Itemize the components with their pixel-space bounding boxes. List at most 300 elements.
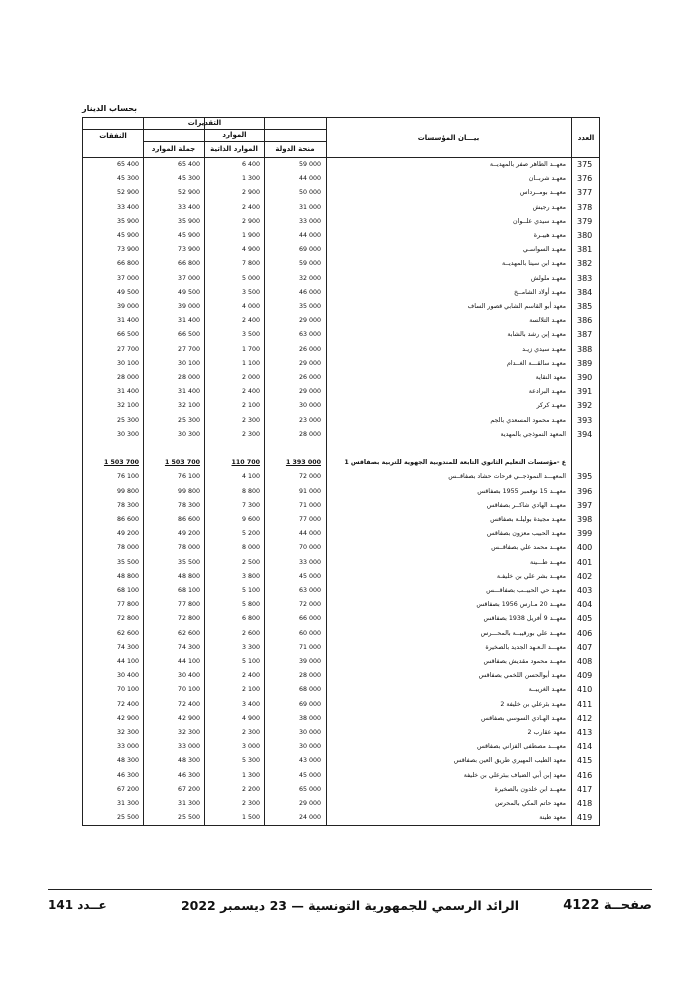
table-row (83, 328, 599, 342)
header-line (143, 141, 326, 142)
cell-own: 4 000 (241, 303, 260, 310)
cell-own: 3 500 (241, 331, 260, 339)
footer-rule (48, 889, 652, 890)
cell-exp: 48 800 (116, 572, 139, 580)
cell-own: 3 800 (241, 572, 260, 580)
cell-grant: 28 000 (298, 672, 321, 680)
cell-own: 2 500 (241, 558, 260, 566)
cell-n: 414 (577, 742, 593, 752)
cell-total: 70 100 (177, 686, 200, 694)
table-row (83, 598, 599, 612)
cell-name: معهـد الهـادي السوسي بصفاقس (481, 714, 566, 722)
cell-own: 2 400 (241, 672, 260, 680)
cell-name: معهـد كركر (536, 402, 566, 410)
cell-exp: 99 800 (116, 487, 139, 495)
cell-n: 415 (577, 756, 593, 766)
cell-exp: 72 400 (116, 700, 139, 708)
cell-exp: 25 300 (116, 416, 139, 424)
cell-own: 1 300 (241, 771, 260, 779)
table-row (83, 783, 599, 797)
cell-n: 402 (577, 571, 593, 581)
cell-grant: 31 000 (298, 203, 321, 211)
header-resources: الموارد (222, 131, 247, 139)
cell-own: 5 100 (241, 587, 260, 594)
journal-title: الرائد الرسمي للجمهورية التونسية — 23 ديسمبر 2022 (180, 898, 520, 913)
table-row (83, 186, 599, 200)
cell-name: معهـد رجيش (532, 203, 566, 211)
cell-own: 1 500 (241, 814, 260, 822)
cell-grant: 71 000 (298, 643, 321, 651)
cell-grant: 77 000 (298, 516, 321, 523)
cell-own: 2 300 (241, 416, 260, 424)
cell-grant: 1 393 000 (285, 459, 321, 467)
cell-exp: 35 900 (116, 217, 139, 225)
cell-total: 33 000 (177, 743, 200, 751)
issue-number: عــدد 141 (48, 898, 107, 912)
cell-total: 65 400 (177, 161, 200, 168)
cell-grant: 30 000 (298, 402, 321, 410)
cell-name: معهد الطيب المهيري طريق العين بصفاقس (453, 757, 566, 765)
cell-grant: 43 000 (298, 757, 321, 765)
table-row (83, 541, 599, 555)
cell-grant: 72 000 (298, 601, 321, 609)
cell-total: 67 200 (177, 785, 200, 793)
cell-grant: 35 000 (298, 303, 321, 310)
cell-total: 35 900 (177, 217, 200, 225)
cell-name: معهـد البرادعة (528, 388, 566, 396)
table-row (83, 513, 599, 527)
cell-total: 32 100 (177, 402, 200, 410)
cell-exp: 42 900 (116, 714, 139, 722)
cell-n: 383 (577, 273, 593, 283)
unit-label: بحساب الدينار (82, 104, 137, 113)
cell-n: 385 (577, 302, 593, 311)
cell-own: 1 300 (241, 175, 260, 183)
cell-n: 387 (577, 330, 593, 340)
cell-total: 74 300 (177, 643, 200, 651)
cell-total: 49 200 (177, 530, 200, 538)
cell-exp: 66 500 (116, 331, 139, 339)
table-row (83, 428, 599, 442)
cell-exp: 30 300 (116, 430, 139, 438)
cell-grant: 44 000 (298, 175, 321, 183)
cell-n: 397 (577, 500, 593, 510)
cell-grant: 66 000 (298, 615, 321, 623)
cell-grant: 60 000 (298, 629, 321, 637)
cell-name: معهــد محمود مقديش بصفاقس (483, 658, 566, 665)
cell-exp: 1 503 700 (103, 459, 139, 467)
cell-own: 3 500 (241, 288, 260, 296)
cell-name: معهــد بشر علي بن خليفـة (496, 572, 566, 580)
cell-grant: 69 000 (298, 700, 321, 708)
table-row (83, 669, 599, 683)
cell-grant: 45 000 (298, 572, 321, 580)
table-row (83, 712, 599, 726)
cell-grant: 29 000 (298, 388, 321, 396)
cell-n: 406 (577, 628, 593, 638)
cell-name: معهد النقاية (535, 374, 566, 381)
cell-own: 1 900 (241, 232, 260, 239)
cell-exp: 78 300 (116, 501, 139, 509)
cell-exp: 76 100 (116, 473, 139, 481)
cell-total: 39 000 (177, 303, 200, 310)
cell-exp: 27 700 (116, 345, 139, 353)
cell-total: 76 100 (177, 473, 200, 481)
cell-own: 2 300 (241, 430, 260, 438)
cell-own: 4 900 (241, 714, 260, 722)
table-row (83, 314, 599, 328)
cell-exp: 37 000 (116, 274, 139, 282)
table-row (83, 683, 599, 697)
table-row (83, 300, 599, 314)
cell-name: معهـد أولاد الشامــخ (514, 288, 566, 296)
cell-own: 7 800 (241, 260, 260, 268)
cell-n: 375 (577, 160, 593, 169)
cell-n: 412 (577, 713, 593, 723)
cell-n: 388 (577, 344, 593, 354)
table-row (83, 257, 599, 271)
cell-exp: 33 000 (116, 743, 139, 751)
header-total-resources: جملة الموارد (151, 145, 196, 153)
cell-exp: 74 300 (116, 643, 139, 651)
cell-exp: 31 400 (116, 317, 139, 325)
cell-total: 31 400 (177, 388, 200, 396)
cell-name: معهــد بومــرداس (519, 189, 566, 197)
cell-own: 1 100 (241, 359, 260, 367)
cell-grant: 23 000 (298, 416, 321, 424)
cell-exp: 46 300 (116, 771, 139, 779)
table-row (83, 201, 599, 215)
cell-grant: 29 000 (298, 800, 321, 807)
table-row (83, 158, 599, 172)
cell-total: 28 000 (177, 374, 200, 381)
cell-n: 378 (577, 202, 593, 212)
table-row (83, 570, 599, 584)
cell-n: 407 (577, 642, 593, 652)
cell-exp: 49 200 (116, 530, 139, 538)
cell-n: 393 (577, 415, 593, 425)
cell-n: 404 (577, 600, 593, 610)
cell-grant: 26 000 (298, 374, 321, 381)
cell-total: 66 800 (177, 260, 200, 268)
cell-n: 396 (577, 486, 593, 496)
cell-n: 389 (577, 358, 593, 368)
cell-grant: 59 000 (298, 161, 321, 168)
cell-exp: 30 400 (116, 672, 139, 680)
cell-total: 1 503 700 (164, 459, 200, 467)
cell-own: 8 800 (241, 487, 260, 495)
cell-exp: 62 600 (116, 629, 139, 637)
cell-n: 379 (577, 216, 593, 226)
cell-total: 30 400 (177, 672, 200, 680)
table-row (83, 414, 599, 428)
table-row (83, 726, 599, 740)
cell-n: 394 (577, 429, 593, 439)
cell-total: 78 000 (177, 544, 200, 552)
cell-name: معهــد ابن خلدون بالصخيرة (494, 785, 566, 793)
cell-total: 25 500 (177, 814, 200, 822)
cell-own: 2 400 (241, 388, 260, 396)
cell-exp: 48 300 (116, 757, 139, 765)
cell-name: معهـد الحبيب معزون بصفاقس (486, 530, 566, 538)
cell-total: 52 900 (177, 189, 200, 197)
cell-n: 413 (577, 728, 593, 737)
cell-grant: 44 000 (298, 530, 321, 538)
table-row (83, 243, 599, 257)
cell-exp: 39 000 (116, 303, 139, 310)
cell-total: 46 300 (177, 771, 200, 779)
cell-exp: 86 600 (116, 516, 139, 523)
table-row (83, 172, 599, 186)
table-row-subtotal (83, 456, 599, 470)
cell-own: 4 100 (241, 473, 260, 481)
cell-grant: 30 000 (298, 729, 321, 736)
cell-own: 1 700 (241, 345, 260, 353)
cell-name: معهــد 15 نوفمبر 1955 بصفاقس (477, 487, 566, 495)
cell-name: معهـد حي الحبيــب بصفاقـــس (486, 587, 566, 594)
cell-own: 7 300 (241, 501, 260, 509)
cell-own: 5 800 (241, 601, 260, 609)
cell-grant: 46 000 (298, 288, 321, 296)
cell-name: معهــد 9 أفريل 1938 بصفاقس (483, 615, 566, 623)
cell-name: معهـد سيدي علــوان (512, 217, 566, 225)
cell-name: ع -مؤسسات التعليم الثانوي التابعة للمندوبية الجهوية للتربية بصفاقس 1 (344, 459, 566, 467)
table-row (83, 215, 599, 229)
cell-own: 2 400 (241, 203, 260, 211)
cell-own: 5 200 (241, 530, 260, 538)
cell-n: 392 (577, 401, 593, 411)
cell-grant: 38 000 (298, 714, 321, 722)
cell-exp: 28 000 (116, 374, 139, 381)
cell-name: معهــد محمد علي بصفاقــس (491, 544, 566, 552)
cell-own: 5 300 (241, 757, 260, 765)
cell-own: 6 800 (241, 615, 260, 623)
cell-name: معهـد إبن رشد بالشابة (507, 331, 566, 339)
cell-total: 78 300 (177, 501, 200, 509)
cell-own: 2 000 (241, 374, 260, 381)
cell-exp: 73 900 (116, 246, 139, 254)
cell-n: 416 (577, 770, 593, 780)
cell-grant: 32 000 (298, 274, 321, 282)
cell-n: 390 (577, 373, 593, 382)
cell-n: 381 (577, 245, 593, 255)
cell-n: 382 (577, 259, 593, 269)
cell-name: معهـد محمود المسعدي بالجم (490, 416, 566, 424)
table-row (83, 641, 599, 655)
header-state-grant: منحة الدولة (275, 145, 315, 153)
cell-n: 411 (577, 699, 593, 709)
cell-name: معهـد سيدي زيـد (522, 345, 566, 353)
table-row (83, 272, 599, 286)
cell-total: 33 400 (177, 203, 200, 211)
table-row (83, 442, 599, 456)
header-number: العدد (577, 134, 595, 142)
cell-own: 110 700 (231, 459, 260, 467)
cell-name: معهـد سالقـــة الغــدام (506, 359, 566, 367)
table-row (83, 754, 599, 768)
cell-name: معهد طينة (539, 814, 566, 822)
cell-exp: 45 900 (116, 232, 139, 239)
cell-n: 417 (577, 784, 593, 794)
cell-own: 3 400 (241, 700, 260, 708)
cell-exp: 70 100 (116, 686, 139, 694)
cell-name: معهـد التلالسة (529, 317, 566, 325)
table-row (83, 655, 599, 669)
cell-own: 3 300 (241, 643, 260, 651)
cell-n: 403 (577, 586, 593, 595)
table-row (83, 399, 599, 413)
cell-n: 410 (577, 685, 593, 695)
table-row (83, 698, 599, 712)
cell-grant: 59 000 (298, 260, 321, 268)
cell-exp: 78 000 (116, 544, 139, 552)
cell-exp: 35 500 (116, 558, 139, 566)
table-row (83, 485, 599, 499)
cell-name: معهـد الغريبــة (528, 686, 566, 694)
cell-grant: 29 000 (298, 359, 321, 367)
cell-n: 401 (577, 557, 593, 567)
cell-grant: 63 000 (298, 587, 321, 594)
cell-n: 380 (577, 231, 593, 240)
cell-total: 72 800 (177, 615, 200, 623)
cell-name: معهــد الطاهر صفر بالمهديــة (489, 161, 566, 168)
cell-total: 86 600 (177, 516, 200, 523)
table-row (83, 740, 599, 754)
cell-name: معهـد ابن سينا بالمهديــة (501, 260, 566, 268)
table-row (83, 470, 599, 484)
cell-exp: 30 100 (116, 359, 139, 367)
cell-own: 3 000 (241, 743, 260, 751)
cell-grant: 45 000 (298, 771, 321, 779)
cell-n: 408 (577, 657, 593, 666)
cell-name: معهـد السواسـي (522, 246, 566, 254)
cell-n: 391 (577, 387, 593, 397)
cell-n: 399 (577, 529, 593, 539)
cell-exp: 32 100 (116, 402, 139, 410)
cell-grant: 29 000 (298, 317, 321, 325)
cell-exp: 44 100 (116, 658, 139, 665)
header-line (83, 129, 326, 130)
cell-name: معهـــد مصطفى الفزاني بصفاقس (476, 743, 566, 751)
cell-grant: 91 000 (298, 487, 321, 495)
cell-name: معهــد علي بورقيبــة بالمحـــرس (480, 629, 566, 637)
cell-total: 37 000 (177, 274, 200, 282)
table-row (83, 286, 599, 300)
cell-total: 32 300 (177, 729, 200, 736)
cell-n: 376 (577, 174, 593, 184)
cell-grant: 72 000 (298, 473, 321, 481)
table-body (83, 158, 599, 826)
cell-total: 72 400 (177, 700, 200, 708)
cell-grant: 69 000 (298, 246, 321, 254)
cell-grant: 39 000 (298, 658, 321, 665)
cell-grant: 33 000 (298, 217, 321, 225)
cell-name: معهد عقارب 2 (527, 729, 566, 736)
cell-grant: 28 000 (298, 430, 321, 438)
cell-n: 377 (577, 188, 593, 198)
cell-total: 99 800 (177, 487, 200, 495)
cell-name: معهـد هيبـرة (533, 232, 566, 239)
cell-name: معهـد ملولش (530, 274, 566, 282)
table-row (83, 556, 599, 570)
cell-exp: 33 400 (116, 203, 139, 211)
cell-n: 395 (577, 472, 593, 482)
cell-name: معهــد الهادي شاكــر بصفاقس (486, 501, 566, 509)
table-row (83, 811, 599, 825)
cell-own: 2 200 (241, 785, 260, 793)
cell-total: 31 300 (177, 800, 200, 807)
table-row (83, 527, 599, 541)
cell-own: 2 100 (241, 402, 260, 410)
cell-exp: 66 800 (116, 260, 139, 268)
cell-exp: 25 500 (116, 814, 139, 822)
cell-name: معهـد مجيدة بوليلـة بصفاقس (490, 516, 566, 523)
cell-exp: 45 300 (116, 175, 139, 183)
cell-grant: 30 000 (298, 743, 321, 751)
cell-total: 48 300 (177, 757, 200, 765)
cell-grant: 63 000 (298, 331, 321, 339)
cell-name: معهــد 20 مـارس 1956 بصفاقس (476, 601, 566, 609)
cell-own: 2 300 (241, 729, 260, 736)
cell-total: 66 500 (177, 331, 200, 339)
cell-total: 35 500 (177, 558, 200, 566)
cell-total: 45 300 (177, 175, 200, 183)
cell-total: 30 100 (177, 359, 200, 367)
header-expenses: النفقات (99, 132, 127, 140)
cell-n: 400 (577, 543, 593, 553)
cell-total: 27 700 (177, 345, 200, 353)
cell-n: 398 (577, 515, 593, 524)
budget-table (82, 117, 600, 826)
table-row (83, 769, 599, 783)
cell-name: معهـد بئرعلي بن خليفة 2 (500, 700, 566, 708)
cell-n: 386 (577, 316, 593, 326)
table-row (83, 797, 599, 811)
cell-exp: 31 300 (116, 800, 139, 807)
cell-name: معهد حاتم المكي بالمحرس (495, 800, 566, 807)
cell-total: 42 900 (177, 714, 200, 722)
cell-n: 409 (577, 671, 593, 681)
header-statement: بيـــان المؤسسات (417, 134, 480, 142)
cell-exp: 49 500 (116, 288, 139, 296)
table-row (83, 371, 599, 385)
cell-exp: 65 400 (116, 161, 139, 168)
cell-name: معهد أبو القاسم الشابي قصور الساف (467, 303, 566, 310)
header-own-resources: الموارد الذاتية (210, 145, 258, 153)
cell-own: 2 600 (241, 629, 260, 637)
cell-own: 9 600 (241, 516, 260, 523)
cell-total: 30 300 (177, 430, 200, 438)
table-row (83, 499, 599, 513)
cell-grant: 70 000 (298, 544, 321, 552)
cell-exp: 52 900 (116, 189, 139, 197)
cell-own: 2 900 (241, 217, 260, 225)
cell-grant: 71 000 (298, 501, 321, 509)
cell-grant: 68 000 (298, 686, 321, 694)
cell-total: 25 300 (177, 416, 200, 424)
cell-total: 62 600 (177, 629, 200, 637)
cell-total: 48 800 (177, 572, 200, 580)
cell-name: معهـد شربــان (528, 175, 566, 183)
cell-exp: 72 800 (116, 615, 139, 623)
table-row (83, 612, 599, 626)
cell-own: 2 400 (241, 317, 260, 325)
table-row (83, 229, 599, 243)
cell-total: 77 800 (177, 601, 200, 609)
table-row (83, 584, 599, 598)
cell-grant: 65 000 (298, 785, 321, 793)
cell-total: 49 500 (177, 288, 200, 296)
